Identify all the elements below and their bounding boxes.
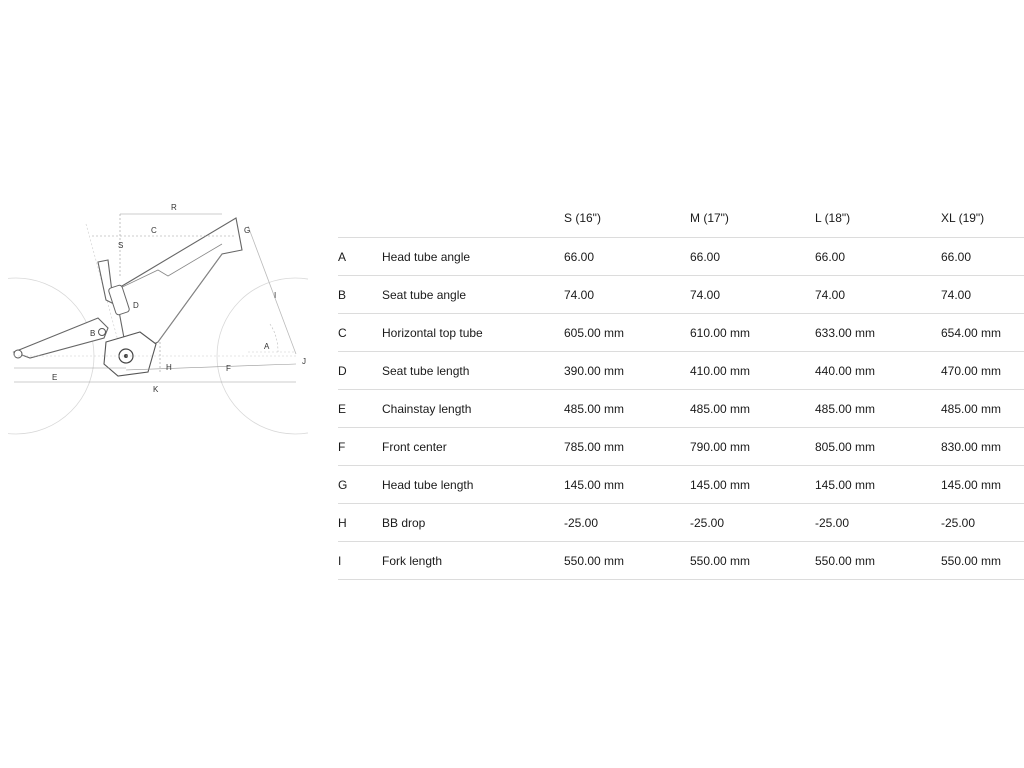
column-header-s: S (16") <box>564 211 601 225</box>
value-m: -25.00 <box>690 516 725 530</box>
value-l: 66.00 <box>815 250 846 264</box>
value-l: 485.00 mm <box>815 402 876 416</box>
value-s: 785.00 mm <box>564 440 625 454</box>
value-m: 790.00 mm <box>690 440 751 454</box>
label-A: A <box>264 342 270 351</box>
value-s: 66.00 <box>564 250 595 264</box>
geometry-table <box>338 198 1024 580</box>
row-letter: I <box>338 554 342 568</box>
value-m: 610.00 mm <box>690 326 751 340</box>
value-l: 805.00 mm <box>815 440 876 454</box>
row-letter: G <box>338 478 348 492</box>
value-m: 410.00 mm <box>690 364 751 378</box>
value-xl: 830.00 mm <box>941 440 1002 454</box>
label-C: C <box>151 226 157 235</box>
row-name: BB drop <box>382 516 426 530</box>
label-B: B <box>90 329 96 338</box>
row-letter: A <box>338 250 347 264</box>
table-row <box>338 466 1024 504</box>
frame-front-triangle <box>98 218 242 346</box>
value-xl: 485.00 mm <box>941 402 1002 416</box>
value-m: 550.00 mm <box>690 554 751 568</box>
geometry-diagram <box>8 196 308 436</box>
label-H: H <box>166 363 172 372</box>
value-s: 390.00 mm <box>564 364 625 378</box>
row-letter: H <box>338 516 347 530</box>
row-name: Head tube angle <box>382 250 471 264</box>
value-s: 605.00 mm <box>564 326 625 340</box>
row-letter: B <box>338 288 347 302</box>
value-s: 74.00 <box>564 288 595 302</box>
row-letter: C <box>338 326 347 340</box>
value-l: -25.00 <box>815 516 850 530</box>
label-D: D <box>133 301 139 310</box>
label-S: S <box>118 241 124 250</box>
label-R: R <box>171 203 177 212</box>
value-l: 145.00 mm <box>815 478 876 492</box>
label-K: K <box>153 385 159 394</box>
value-m: 74.00 <box>690 288 721 302</box>
value-l: 440.00 mm <box>815 364 876 378</box>
value-s: 145.00 mm <box>564 478 625 492</box>
row-name: Seat tube angle <box>382 288 467 302</box>
pivot <box>99 329 106 336</box>
column-header-l: L (18") <box>815 211 851 225</box>
label-F: F <box>226 364 231 373</box>
table-row <box>338 276 1024 314</box>
value-s: -25.00 <box>564 516 599 530</box>
label-G: G <box>244 226 251 235</box>
table-row <box>338 428 1024 466</box>
value-l: 550.00 mm <box>815 554 876 568</box>
column-header-m: M (17") <box>690 211 729 225</box>
value-m: 485.00 mm <box>690 402 751 416</box>
row-name: Front center <box>382 440 447 454</box>
column-header-xl: XL (19") <box>941 211 985 225</box>
table-row <box>338 238 1024 276</box>
head-angle-arc <box>270 324 278 352</box>
bike-frame-drawing <box>8 196 308 436</box>
label-E: E <box>52 373 58 382</box>
value-m: 66.00 <box>690 250 721 264</box>
row-letter: D <box>338 364 347 378</box>
row-name: Chainstay length <box>382 402 472 416</box>
row-letter: E <box>338 402 347 416</box>
value-s: 550.00 mm <box>564 554 625 568</box>
label-I: I <box>274 291 277 300</box>
value-l: 74.00 <box>815 288 846 302</box>
value-m: 145.00 mm <box>690 478 751 492</box>
table-row <box>338 352 1024 390</box>
row-name: Fork length <box>382 554 443 568</box>
table-row <box>338 390 1024 428</box>
table-row <box>338 314 1024 352</box>
table-row <box>338 542 1024 580</box>
value-s: 485.00 mm <box>564 402 625 416</box>
value-xl: 550.00 mm <box>941 554 1002 568</box>
dim-F <box>126 364 296 370</box>
value-xl: 654.00 mm <box>941 326 1002 340</box>
row-name: Seat tube length <box>382 364 470 378</box>
value-xl: 145.00 mm <box>941 478 1002 492</box>
value-xl: 74.00 <box>941 288 972 302</box>
row-name: Head tube length <box>382 478 474 492</box>
fork-line <box>248 226 296 354</box>
value-xl: 470.00 mm <box>941 364 1002 378</box>
label-J: J <box>302 357 306 366</box>
table-header <box>338 198 1024 238</box>
value-xl: -25.00 <box>941 516 976 530</box>
value-l: 633.00 mm <box>815 326 876 340</box>
row-letter: F <box>338 440 346 454</box>
row-name: Horizontal top tube <box>382 326 483 340</box>
table-row <box>338 504 1024 542</box>
value-xl: 66.00 <box>941 250 972 264</box>
rear-axle <box>14 350 22 358</box>
